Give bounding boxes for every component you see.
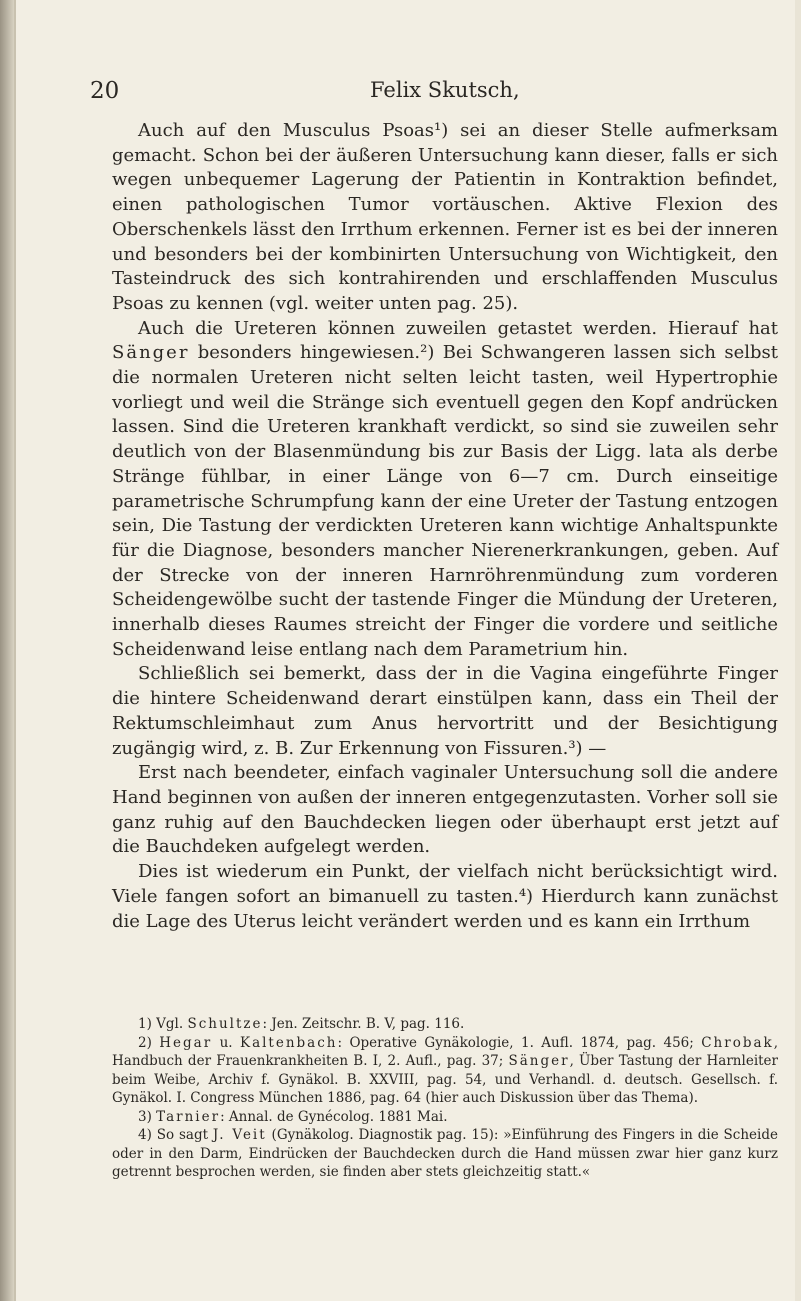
footnote-text: , Handbuch der Frauenkrankheiten B. I, 2. Aufl., pag. 37; xyxy=(112,1034,778,1069)
footnote-3 xyxy=(112,1108,778,1127)
author-name: J. Veit xyxy=(212,1127,267,1143)
footnote-text: : Jen. Zeitschr. B. V, pag. 116. xyxy=(262,1016,465,1032)
footnote-2 xyxy=(112,1034,778,1108)
paragraph-psoas: Auch auf den Musculus Psoas¹) sei an dieser Stelle aufmerksam gemacht. Schon bei der äußeren Untersuchung kann dieser, falls er sich wegen unbequemer Lagerung der Patientin in Kontraktion befindet, einen pathologischen Tumor vortäuschen. Aktive Flexion des Oberschenkels lässt den Irrthum erkennen. Ferner ist es bei der inneren und besonders bei der kombinirten Untersuchung von Wichtigkeit, den Tasteindruck des sich kontrahirenden und erschlaffenden Musculus Psoas zu kennen (vgl. weiter unten pag. 25). xyxy=(112,120,778,314)
footnote-text: 1) Vgl. xyxy=(138,1016,188,1032)
book-gutter xyxy=(0,0,14,1301)
author-name: Sänger xyxy=(508,1053,570,1069)
footnote-text: : Annal. de Gynécolog. 1881 Mai. xyxy=(220,1108,448,1125)
author-name: Schultze xyxy=(187,1016,263,1032)
footnote-text: (Gynäkolog. Diagnostik pag. 15): »Einführung des Fingers in die Scheide oder in den Darm, Eindrücken der Bauchdecken durch die Hand müssen zwar hier ganz kurz getrennt besprochen werden, sie finden aber stets gleichzeitig statt.« xyxy=(112,1127,778,1180)
footnote-text: 4) So sagt xyxy=(138,1127,213,1143)
paragraph-text: besonders hingewiesen.²) Bei Schwangeren lassen sich selbst die normalen Ureteren nicht selten leicht tasten, weil Hypertrophie vorliegt und weil die Stränge sich eventuell gegen den Kopf andrücken lassen. Sind die Ureteren krankhaft verdickt, so sind sie zuweilen sehr deutlich von der Blasenmündung bis zur Basis der Ligg. lata als derbe Stränge fühlbar, in einer Länge von 6—7 cm. Durch einseitige parametrische Schrumpfung kann der eine Ureter der Tastung entzogen sein, Die Tastung der verdickten Ureteren kann wichtige Anhaltspunkte für die Diagnose, besonders mancher Nierenerkrankungen, geben. Auf der Strecke von der inneren Harnröhrenmündung zum vorderen Scheidengewölbe sucht der tastende Finger die Mündung der Ureteren, innerhalb dieses Raumes streicht der Finger die vordere und seitliche Scheidenwand leise entlang nach dem Parametrium hin. xyxy=(112,342,778,660)
page-header xyxy=(90,78,790,108)
paragraph-text: Auch die Ureteren können zuweilen getastet werden. Hierauf hat xyxy=(138,317,778,339)
author-name: Sänger xyxy=(112,342,190,364)
paragraph-bimanuell: Erst nach beendeter, einfach vaginaler Untersuchung soll die andere Hand beginnen von außen der inneren entgegenzutasten. Vorher soll sie ganz ruhig auf den Bauchdecken liegen oder überhaupt erst jetzt auf die Bauchdeken aufgelegt werden. xyxy=(112,762,778,858)
author-name: Tarnier xyxy=(156,1108,221,1125)
body-text xyxy=(112,119,778,934)
paragraph-ureteren xyxy=(112,317,778,663)
paragraph-rektum: Schließlich sei bemerkt, dass der in die Vagina eingeführte Finger die hintere Scheidenwand derart einstülpen kann, dass ein Theil der Rektumschleimhaut zum Anus hervortritt und der Besichtigung zugängig wird, z. B. Zur Erkennung von Fissuren.³) — xyxy=(112,663,778,759)
footnote-4 xyxy=(112,1126,778,1182)
paragraph-uterus: Dies ist wiederum ein Punkt, der vielfach nicht berücksichtigt wird. Viele fangen sofort an bimanuell zu tasten.⁴) Hierdurch kann zunächst die Lage des Uterus leicht verändert werden und es kann ein Irrthum xyxy=(112,861,778,932)
footnote-text: : Operative Gynäkologie, 1. Aufl. 1874, pag. 456; xyxy=(337,1034,702,1051)
page-number: 20 xyxy=(90,78,120,104)
footnote-text: , Über Tastung der Harnleiter beim Weibe, Archiv f. Gynäkol. B. XXVIII, pag. 54, und Verhandl. d. deutsch. Gesellsch. f. Gynäkol. I. Congress München 1886, pag. 64 (hier auch Diskussion über das Thema). xyxy=(112,1053,778,1106)
running-head: Felix Skutsch, xyxy=(370,78,520,102)
footnote-text: 3) xyxy=(138,1108,157,1125)
author-name: Kaltenbach xyxy=(239,1034,338,1051)
author-name: Chrobak xyxy=(701,1034,774,1051)
footnotes xyxy=(112,1015,778,1182)
author-name: Hegar xyxy=(159,1034,213,1051)
footnote-1 xyxy=(112,1015,778,1034)
footnote-text: u. xyxy=(212,1034,240,1051)
book-page xyxy=(14,0,795,1301)
footnote-text: 2) xyxy=(138,1034,160,1051)
